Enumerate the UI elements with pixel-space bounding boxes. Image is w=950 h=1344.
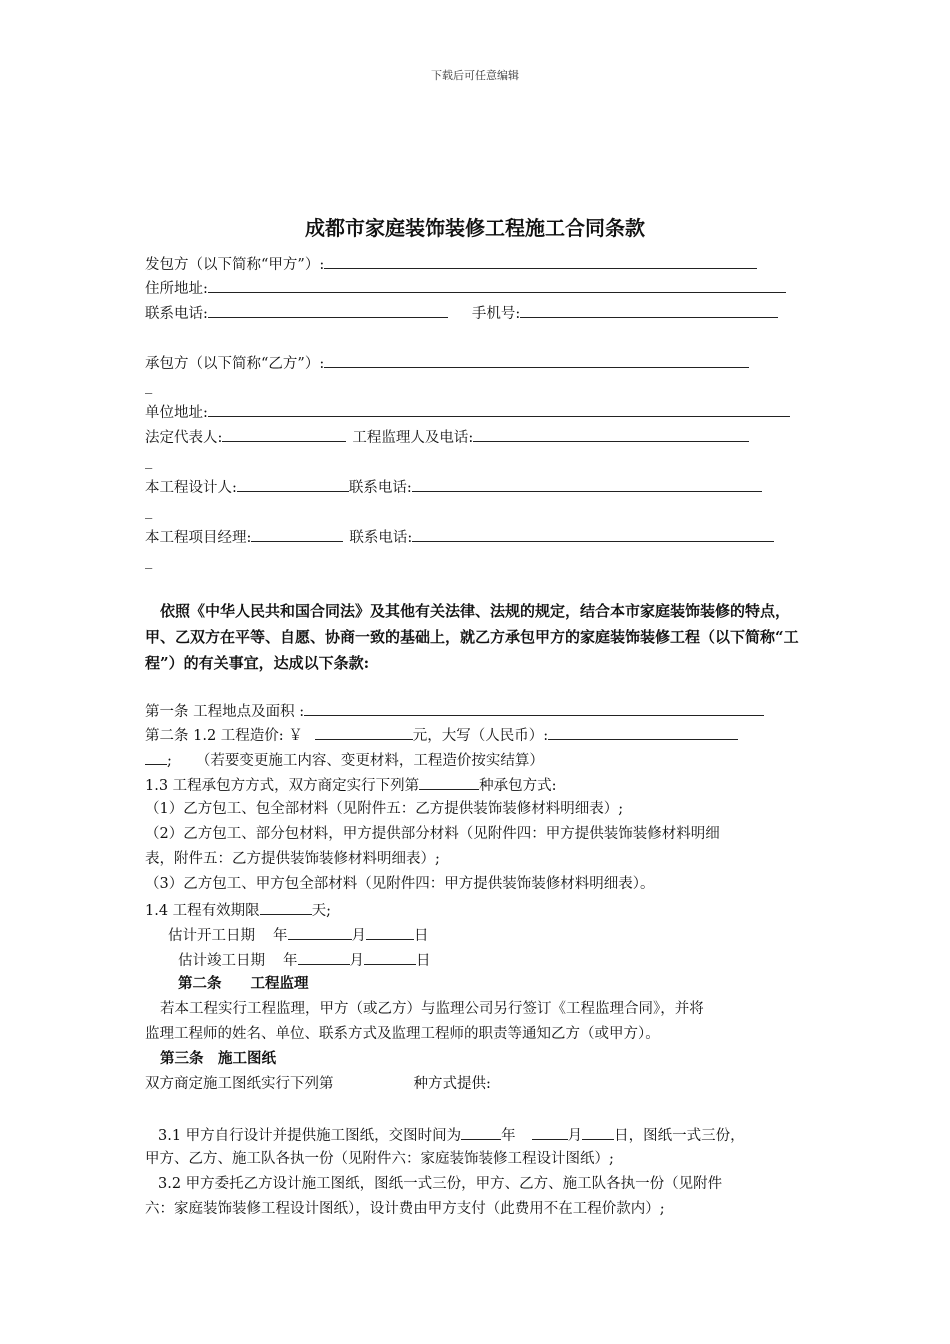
- clause-1-line: [145, 700, 764, 722]
- finish-date-line: [178, 949, 431, 971]
- party-b-line: [145, 352, 749, 374]
- clause-31-b: 甲方、乙方、施工队各执一份（见附件六：家庭装饰装修工程设计图纸）;: [145, 1151, 614, 1167]
- start-date-label: 估计开工日期: [168, 928, 255, 944]
- option-2-a: （2）乙方包工、部分包材料，甲方提供部分材料（见附件四：甲方提供装饰装修材料明细: [145, 826, 720, 842]
- start-month-label: 月: [351, 928, 366, 944]
- pm-phone-label: 联系电话:: [349, 530, 413, 546]
- finish-day-label: 日: [416, 953, 431, 969]
- supervisor-blank[interactable]: [473, 426, 749, 442]
- party-b-dash-4: _: [145, 553, 153, 569]
- header-note: 下载后可任意编辑: [431, 69, 519, 82]
- clause-2-mid: 元，大写（人民币）:: [412, 728, 549, 744]
- delivery-year-blank[interactable]: [461, 1124, 501, 1140]
- supervisor-label: 工程监理人及电话:: [352, 430, 474, 446]
- pm-line: [145, 526, 774, 548]
- finish-date-label: 估计竣工日期: [178, 953, 265, 969]
- article-2-title: 第二条 工程监理: [178, 975, 309, 992]
- clause-2-line: [145, 724, 738, 746]
- designer-blank[interactable]: [237, 476, 349, 492]
- legal-rep-line: [145, 426, 749, 448]
- party-a-blank[interactable]: [324, 253, 757, 269]
- clause-14-suffix: 天;: [311, 903, 332, 919]
- unit-address-label: 单位地址:: [145, 405, 208, 421]
- option-3: （3）乙方包工、甲方包全部材料（见附件四：甲方提供装饰装修材料明细表）。: [145, 876, 655, 892]
- unit-address-blank[interactable]: [208, 401, 790, 417]
- clause-1-label: 第一条 工程地点及面积 :: [145, 704, 305, 720]
- start-month-blank[interactable]: [288, 924, 352, 940]
- delivery-day-blank[interactable]: [582, 1124, 614, 1140]
- delivery-month-blank[interactable]: [532, 1124, 568, 1140]
- start-year-label: 年: [273, 928, 288, 944]
- delivery-month-label: 月: [567, 1128, 583, 1144]
- clause-31-suffix: ，图纸一式三份，: [628, 1128, 745, 1144]
- finish-day-blank[interactable]: [364, 949, 416, 965]
- party-b-dash-1: _: [145, 378, 153, 394]
- party-a-phone-blank[interactable]: [208, 302, 448, 318]
- clause-14-prefix: 1.4 工程有效期限: [145, 903, 260, 919]
- party-a-label: 发包方（以下简称“甲方”）:: [145, 257, 325, 273]
- party-b-label: 承包方（以下简称“乙方”）:: [145, 356, 325, 372]
- article-3-line: [145, 1074, 491, 1094]
- contract-mode-blank[interactable]: [419, 774, 479, 790]
- document-title: 成都市家庭装饰装修工程施工合同条款: [305, 216, 645, 240]
- article-2-para-b: 监理工程师的姓名、单位、联系方式及监理工程师的职责等通知乙方（或甲方）。: [145, 1026, 660, 1042]
- clause-13-line: [145, 774, 557, 796]
- party-a-address-label: 住所地址:: [145, 281, 208, 297]
- party-b-unit-address-line: [145, 401, 790, 423]
- article-2-para-a: 若本工程实行工程监理，甲方（或乙方）与监理公司另行签订《工程监理合同》，并将: [160, 1001, 704, 1017]
- party-b-dash-3: _: [145, 503, 153, 519]
- article-3-suffix: 种方式提供:: [413, 1076, 491, 1092]
- party-a-phone-label: 联系电话:: [145, 306, 208, 322]
- clause-2-note-end: ;: [167, 753, 172, 769]
- clause-2-note: （若要变更施工内容、变更材料，工程造价按实结算）: [195, 753, 544, 769]
- pm-phone-blank[interactable]: [412, 526, 774, 542]
- article-3-title: 第三条 施工图纸: [160, 1050, 276, 1067]
- intro-paragraph: 依照《中华人民共和国合同法》及其他有关法律、法规的规定，结合本市家庭装饰装修的特点，甲、乙双方在平等、自愿、协商一致的基础上，就乙方承包甲方的家庭装饰装修工程（以下简称“工程”）的有关事宜，达成以下条款:: [145, 602, 799, 672]
- clause-32-b: 六：家庭装饰装修工程设计图纸），设计费由甲方支付（此费用不在工程价款内）;: [145, 1201, 665, 1217]
- finish-month-label: 月: [349, 953, 364, 969]
- clause-2-note-line: [145, 749, 544, 771]
- article-3-prefix: 双方商定施工图纸实行下列第: [145, 1076, 334, 1092]
- clause-1-blank[interactable]: [304, 700, 764, 716]
- start-date-line: [168, 924, 429, 946]
- party-a-address-blank[interactable]: [208, 277, 786, 293]
- clause-2-prefix: 第二条 1.2 工程造价: ￥: [145, 728, 303, 744]
- designer-label: 本工程设计人:: [145, 480, 237, 496]
- party-b-blank[interactable]: [324, 352, 749, 368]
- designer-phone-label: 联系电话:: [348, 480, 412, 496]
- option-1: （1）乙方包工、包全部材料（见附件五：乙方提供装饰装修材料明细表）;: [145, 801, 624, 817]
- legal-rep-blank[interactable]: [222, 426, 346, 442]
- legal-rep-label: 法定代表人:: [145, 430, 223, 446]
- price-words-blank-cont[interactable]: [145, 749, 167, 765]
- clause-13-prefix: 1.3 工程承包方方式，双方商定实行下列第: [145, 778, 420, 794]
- start-day-label: 日: [414, 928, 429, 944]
- party-a-mobile-label: 手机号:: [471, 306, 521, 322]
- party-a-address-line: [145, 277, 786, 299]
- pm-blank[interactable]: [251, 526, 343, 542]
- party-a-mobile-blank[interactable]: [520, 302, 778, 318]
- pm-label: 本工程项目经理:: [145, 530, 252, 546]
- clause-32-a: 3.2 甲方委托乙方设计施工图纸，图纸一式三份，甲方、乙方、施工队各执一份（见附件: [158, 1176, 723, 1192]
- price-blank[interactable]: [315, 724, 413, 740]
- duration-blank[interactable]: [260, 899, 312, 915]
- party-a-line: [145, 253, 757, 275]
- party-a-phone-line: [145, 302, 778, 324]
- start-day-blank[interactable]: [366, 924, 414, 940]
- option-2-b: 表，附件五：乙方提供装饰装修材料明细表）;: [145, 851, 440, 867]
- clause-31-prefix: 3.1 甲方自行设计并提供施工图纸，交图时间为: [158, 1128, 462, 1144]
- designer-phone-blank[interactable]: [412, 476, 762, 492]
- delivery-year-label: 年: [501, 1128, 516, 1144]
- designer-line: [145, 476, 762, 498]
- clause-14-line: [145, 899, 331, 921]
- clause-13-suffix: 种承包方式:: [479, 778, 557, 794]
- finish-year-label: 年: [283, 953, 298, 969]
- price-words-blank[interactable]: [548, 724, 738, 740]
- finish-month-blank[interactable]: [298, 949, 350, 965]
- clause-31-line: [158, 1124, 745, 1146]
- party-b-dash-2: _: [145, 453, 153, 469]
- delivery-day-label: 日: [614, 1128, 629, 1144]
